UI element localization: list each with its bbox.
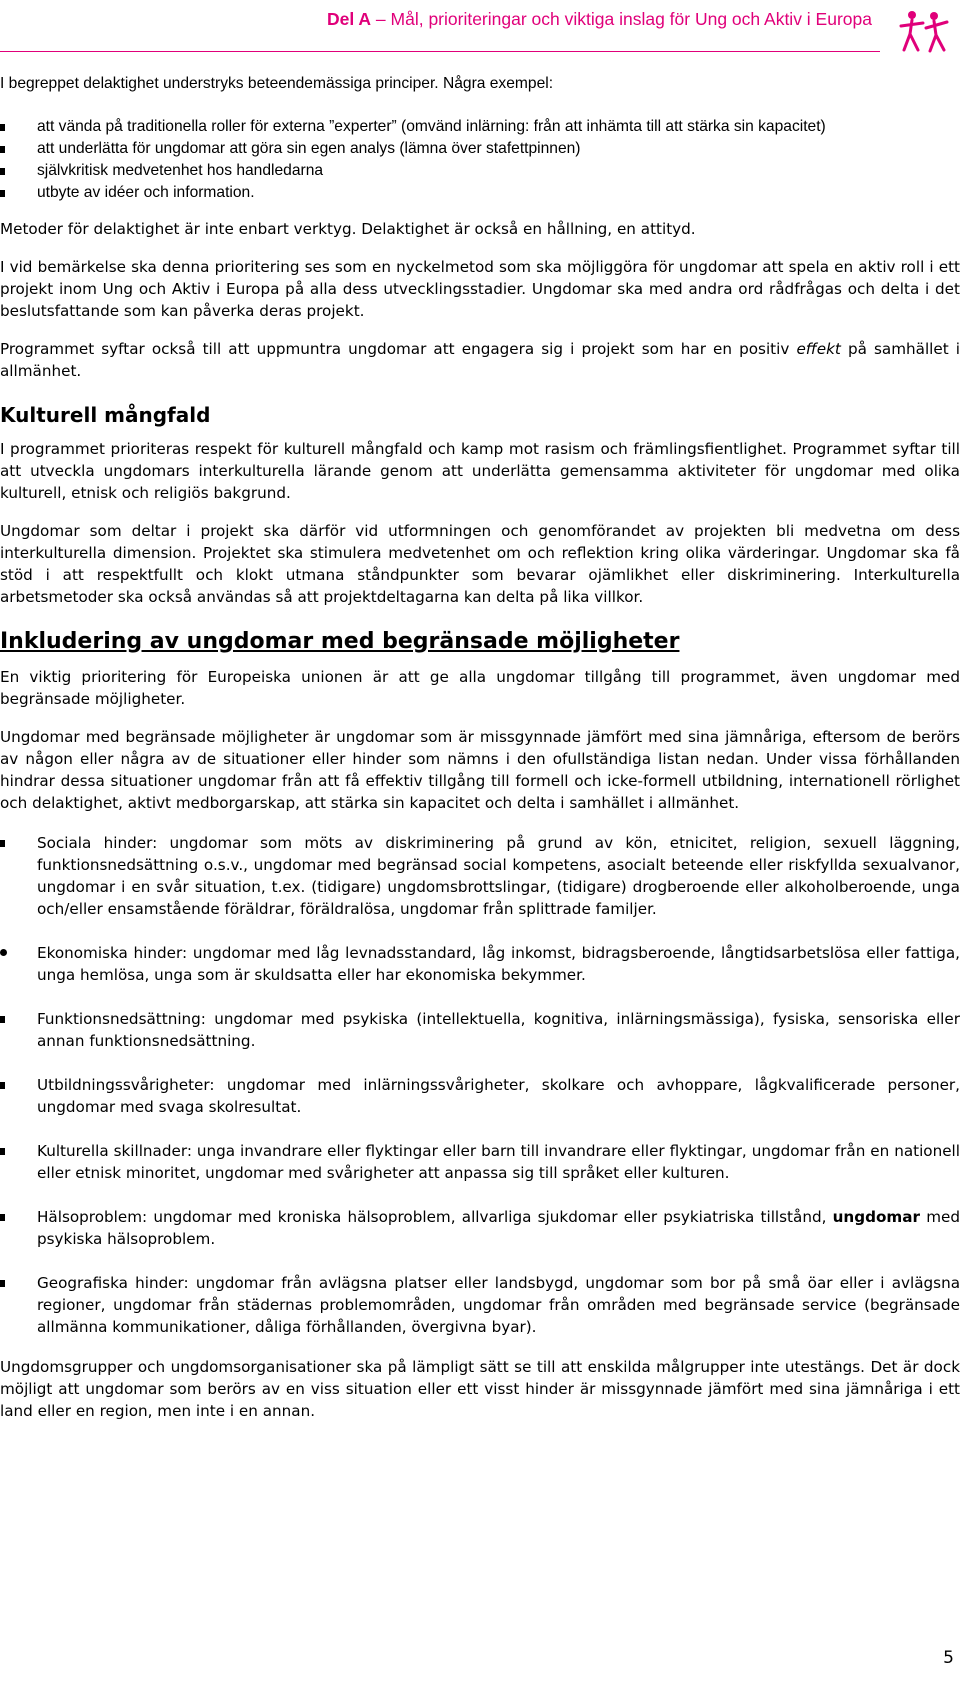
obstacle-list — [0, 832, 960, 1338]
paragraph — [0, 338, 960, 382]
page-header — [0, 0, 960, 60]
paragraph: Ungdomar med begränsade möjligheter är ungdomar som är missgynnade jämfört med sina jämnåriga, eftersom de berörs av någon eller några av de situationer eller hinder som nämns i den ofullständiga listan nedan. Under vissa förhållanden hindrar dessa situationer ungdomar från att få effektiv tillgång till formell och icke-formell utbildning, internationell rörlighet och delaktighet, aktivt medborgarskap, att stärka sin kapacitet och delta i samhället i allmänhet. — [0, 728, 960, 812]
header-title-text: – Mål, prioriteringar och viktiga inslag för Ung och Aktiv i Europa — [371, 9, 872, 29]
list-item-text: Geografiska hinder: ungdomar från avlägsna platser eller landsbygd, ungdomar som bor på små öar eller i avlägsna regioner, ungdomar från städernas problemområden, ungdomar från områden med begränsade service (begränsade allmänna kommunikationer, dåliga förhållanden, övergivna byar). — [37, 1274, 960, 1336]
header-title — [327, 9, 872, 30]
square-bullet-icon — [0, 124, 5, 131]
list-item-text: med psykiska hälsoproblem. — [37, 1208, 960, 1248]
header-rule — [0, 51, 880, 52]
list-item — [0, 182, 960, 204]
list-item-text: att underlätta för ungdomar att göra sin egen analys (lämna över stafettpinnen) — [37, 140, 581, 157]
list-item-text: Hälsoproblem: ungdomar med kroniska hälsoproblem, allvarliga sjukdomar eller psykiatriska tillstånd, — [37, 1208, 833, 1226]
paragraph: En viktig prioritering för Europeiska unionen är att ge alla ungdomar tillgång till programmet, även ungdomar med begränsade möjligheter. — [0, 668, 960, 708]
list-item-text: Ekonomiska hinder: ungdomar med låg levnadsstandard, låg inkomst, bidragsberoende, långtidsarbetslösa eller fattiga, unga hemlösa, unga som är skuldsatta eller har ekonomiska bekymmer. — [37, 944, 960, 984]
paragraph: Ungdomsgrupper och ungdomsorganisationer ska på lämpligt sätt se till att enskilda målgrupper inte utestängs. Det är dock möjligt att ungdomar som berörs av en viss situation eller ett visst hinder är missgynnade jämfört med sina jämnåriga i ett land eller en region, men inte i en annan. — [0, 1358, 960, 1420]
list-item — [0, 1272, 960, 1338]
square-bullet-icon — [0, 190, 5, 197]
list-item — [0, 1074, 960, 1118]
bold-text: ungdomar — [832, 1208, 920, 1226]
document-body — [0, 70, 960, 1422]
square-bullet-icon — [0, 840, 5, 847]
square-bullet-icon — [0, 1280, 5, 1287]
square-bullet-icon — [0, 146, 5, 153]
emphasis-text: effekt — [796, 340, 841, 358]
list-item — [0, 1008, 960, 1052]
list-item — [0, 160, 960, 182]
list-item — [0, 116, 960, 138]
youth-figures-logo-icon — [898, 6, 950, 56]
paragraph: I vid bemärkelse ska denna prioritering ses som en nyckelmetod som ska möjliggöra för ungdomar att spela en aktiv roll i ett projekt inom Ung och Aktiv i Europa på alla dess utvecklingsstadier. Ungdomar ska med andra ord rådfrågas och delta i det beslutsfattande som kan påverka deras projekt. — [0, 258, 960, 320]
header-section-label: Del A — [326, 9, 372, 29]
square-bullet-icon — [0, 1082, 5, 1089]
list-item — [0, 1140, 960, 1184]
list-item-text: Sociala hinder: ungdomar som möts av diskriminering på grund av kön, etnicitet, religion, sexuell läggning, funktionsnedsättning o.s.v., ungdomar med begränsad social kompetens, asocialt beteende eller riskfyllda sexualvanor, ungdomar i en svår situation, t.ex. (tidigare) ungdomsbrottslingar, (tidigare) drogberoende eller alkoholberoende, unga och/eller ensamstående föräldrar, föräldralösa, ungdomar från splittrade familjer. — [37, 834, 960, 918]
list-item-text: självkritisk medvetenhet hos handledarna — [37, 162, 324, 179]
list-item-text: utbyte av idéer och information. — [37, 184, 255, 201]
square-bullet-icon — [0, 1148, 5, 1155]
round-bullet-icon — [0, 949, 7, 956]
section-heading: Kulturell mångfald — [0, 403, 211, 427]
square-bullet-icon — [0, 1214, 5, 1221]
list-item-text: Kulturella skillnader: unga invandrare eller flyktingar eller barn till invandrare eller flyktingar, ungdomar från en nationell eller etnisk minoritet, ungdomar med svårigheter att anpassa sig till språket eller kulturen. — [37, 1142, 960, 1182]
list-item-text: Utbildningssvårigheter: ungdomar med inlärningssvårigheter, skolkare och avhoppare, lågkvalificerade personer, ungdomar med svaga skolresultat. — [37, 1076, 960, 1116]
paragraph-text: Programmet syftar också till att uppmuntra ungdomar att engagera sig i projekt som har en positiv — [0, 340, 797, 358]
page-number: 5 — [943, 1648, 954, 1668]
list-item-text: Funktionsnedsättning: ungdomar med psykiska (intellektuella, kognitiva, inlärningsmässiga), fysiska, sensoriska eller annan funktionsnedsättning. — [37, 1010, 960, 1050]
intro-text: I begreppet delaktighet understryks beteendemässiga principer. Några exempel: — [0, 75, 554, 92]
paragraph: I programmet prioriteras respekt för kulturell mångfald och kamp mot rasism och främlingsfientlighet. Programmet syftar till att utveckla ungdomars interkulturella lärande genom att underlätta gemensamma aktiviteter för ungdomar med olika kulturell, etnisk och religiös bakgrund. — [0, 440, 960, 502]
square-bullet-icon — [0, 168, 5, 175]
list-item — [0, 1206, 960, 1250]
list-item — [0, 138, 960, 160]
list-item — [0, 832, 960, 920]
paragraph: Metoder för delaktighet är inte enbart verktyg. Delaktighet är också en hållning, en attityd. — [0, 220, 696, 238]
paragraph-text: på samhället i allmänhet. — [0, 340, 960, 380]
section-heading: Inkludering av ungdomar med begränsade möjligheter — [0, 629, 680, 654]
square-bullet-icon — [0, 1016, 5, 1023]
list-item — [0, 942, 960, 986]
intro-bullet-list — [0, 116, 960, 204]
list-item-text: att vända på traditionella roller för externa ”experter” (omvänd inlärning: från att inhämta till att stärka sin kapacitet) — [37, 118, 826, 135]
paragraph: Ungdomar som deltar i projekt ska därför vid utformningen och genomförandet av projekten bli medvetna om dess interkulturella dimension. Projektet ska stimulera medvetenhet om och reflektion kring olika värderingar. Ungdomar ska få stöd i att respektfullt och klokt utmana ståndpunkter som bevarar ojämlikhet eller diskriminering. Interkulturella arbetsmetoder ska också användas så att projektdeltagarna kan delta på lika villkor. — [0, 522, 960, 606]
